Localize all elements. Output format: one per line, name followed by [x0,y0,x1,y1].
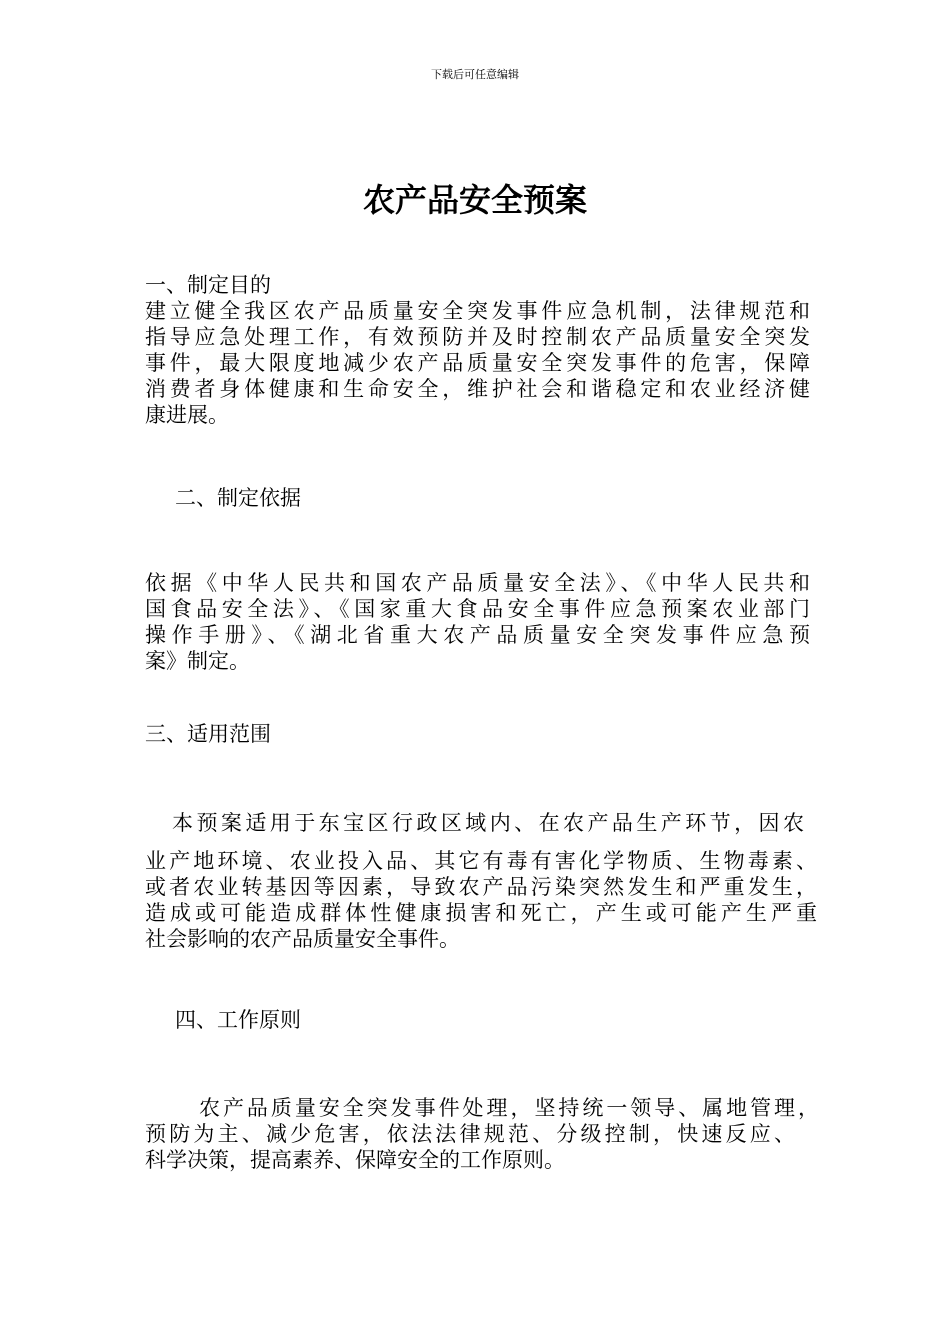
paragraph-line: 事件，最大限度地减少农产品质量安全突发事件的危害，保障 [145,351,810,375]
paragraph-line: 案》制定。 [145,649,250,673]
section-heading-text: 一、制定目的 [145,273,271,297]
section-heading-text: 四、工作原则 [175,1008,301,1032]
paragraph-line: 消费者身体健康和生命安全，维护社会和谐稳定和农业经济健 [145,377,810,401]
paragraph-line: 操作手册》、《湖北省重大农产品质量安全突发事件应急预 [145,623,810,647]
paragraph-line: 业产地环境、农业投入品、其它有毒有害化学物质、生物毒素、 [145,849,817,873]
paragraph-line: 农产品质量安全突发事件处理，坚持统一领导、属地管理， [199,1096,819,1120]
section-1-body [145,298,810,428]
paragraph-line: 本预案适用于东宝区行政区域内、在农产品生产环节，因农 [172,811,804,835]
section-4-body [145,1121,795,1173]
paragraph-line: 或者农业转基因等因素，导致农产品污染突然发生和严重发生， [145,875,817,899]
paragraph-line: 依据《中华人民共和国农产品质量安全法》、《中华人民共和 [145,571,810,595]
section-3-first-line [172,810,804,836]
paragraph-line: 建立健全我区农产品质量安全突发事件应急机制，法律规范和 [145,299,810,323]
section-1-heading [145,272,810,298]
paragraph-line: 康进展。 [145,403,229,427]
paragraph-line: 国食品安全法》、《国家重大食品安全事件应急预案农业部门 [145,597,810,621]
section-3-heading [145,721,810,747]
section-2-body [145,570,810,674]
section-3-body [145,848,817,952]
paragraph-line: 科学决策，提高素养、保障安全的工作原则。 [145,1148,565,1172]
section-heading-text: 三、适用范围 [145,722,271,746]
section-4-first-line [199,1095,819,1121]
paragraph-line: 社会影响的农产品质量安全事件。 [145,927,460,951]
paragraph-line: 造成或可能造成群体性健康损害和死亡，产生或可能产生严重 [145,901,817,925]
document-title: 农产品安全预案 [362,181,587,219]
paragraph-line: 预防为主、减少危害，依法法律规范、分级控制，快速反应、 [145,1122,795,1146]
page-header-note: 下载后可任意编辑 [431,68,519,81]
section-heading-text: 二、制定依据 [175,486,301,510]
section-4-heading [175,1007,840,1033]
section-2-heading [175,485,840,511]
paragraph-line: 指导应急处理工作，有效预防并及时控制农产品质量安全突发 [145,325,810,349]
